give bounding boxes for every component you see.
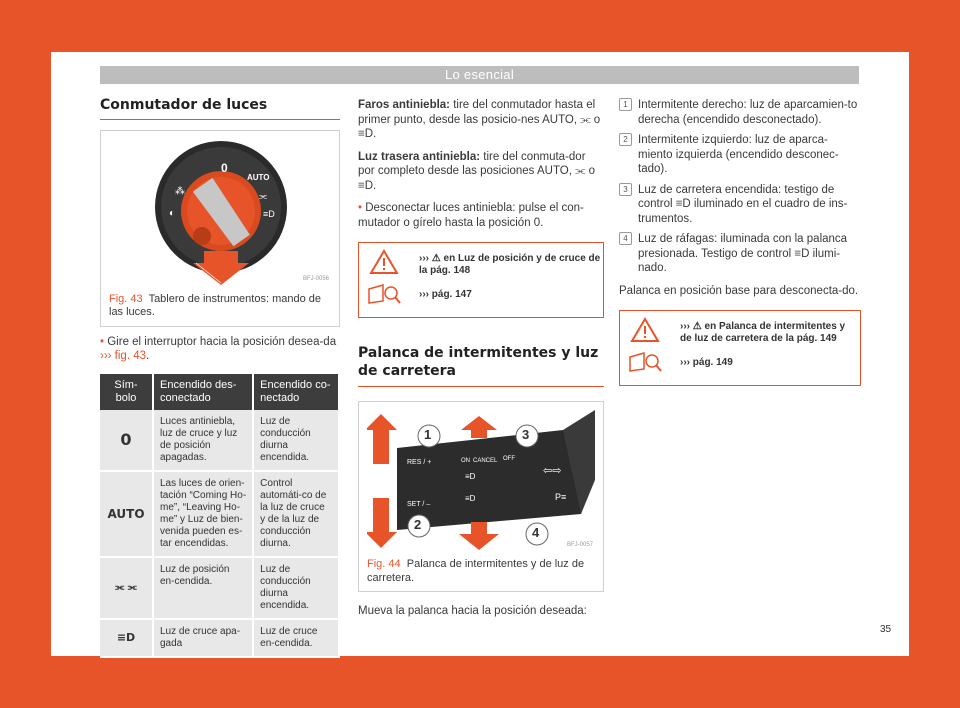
dial-label-auto: AUTO — [247, 172, 270, 182]
figure-caption-text: Palanca de intermitentes y de luz de carretera. — [367, 558, 585, 584]
list-number: 4 — [619, 232, 632, 245]
label-cancel: CANCEL — [473, 458, 498, 464]
warning-link-2[interactable]: ››› pág. 149 — [680, 357, 733, 368]
high-beam-icon: ≡D — [465, 472, 476, 481]
list-item — [619, 133, 861, 177]
list-number: 3 — [619, 183, 632, 196]
table-row — [100, 557, 339, 619]
warning-box — [619, 310, 861, 386]
callout-3: 3 — [522, 427, 530, 442]
table-cell-symbol: ⫘ ⫘ — [100, 557, 153, 619]
callout-2: 2 — [414, 517, 422, 532]
table-cell-symbol: AUTO — [100, 471, 153, 557]
turn-signal-illustration — [367, 410, 595, 552]
dial-label-zero: 0 — [221, 160, 228, 175]
fog-front-label: Faros antiniebla: — [358, 99, 451, 111]
fog-rear-icon: ◐ — [169, 207, 176, 219]
page-header: Lo esencial — [100, 66, 859, 84]
fog-rear-text: tire del conmuta-dor por completo desde las posiciones AUTO, ⫘ o ≡D. — [358, 150, 596, 192]
table-header-symbol: Sím-bolo — [100, 374, 153, 410]
table-header-row — [100, 374, 339, 410]
turn-arrows-icon: ⇦⇨ — [543, 465, 562, 477]
table-header-on: Encendido co-nectado — [253, 374, 339, 410]
table-cell-symbol: 0 — [100, 410, 153, 471]
instruction-text: • Gire el interruptor hacia la posición desea-da ››› fig. 43. — [100, 335, 340, 364]
warning-triangle-icon — [630, 317, 660, 343]
middle-column — [358, 98, 604, 627]
figure-43 — [100, 130, 340, 327]
table-cell-on: Luz de cruce en-cendida. — [253, 619, 339, 657]
table-cell-off: Las luces de orien-tación “Coming Ho-me”, “Leaving Ho-me” y Luz de bien-venida pueden es-tar encendidas. — [153, 471, 253, 557]
warning-link-2[interactable]: ››› pág. 147 — [419, 289, 472, 300]
fog-front-paragraph — [358, 98, 604, 142]
table-cell-on: Luz de conducción diurna encendida. — [253, 410, 339, 471]
book-reference-icon — [628, 351, 662, 373]
low-beam-icon: ≡D — [263, 208, 275, 219]
figure-caption-text: Tablero de instrumentos: mando de las luces. — [109, 292, 321, 318]
label-res: RES / + — [407, 459, 432, 466]
label-off: OFF — [503, 456, 515, 462]
right-column — [619, 98, 861, 386]
table-cell-on: Luz de conducción diurna encendida. — [253, 557, 339, 619]
instruction-body: Gire el interruptor hacia la posición desea-da — [107, 335, 337, 348]
figure-44 — [358, 401, 604, 592]
disconnect-paragraph — [358, 201, 604, 230]
figure-label: Fig. 43 — [109, 292, 143, 305]
figure-caption — [367, 558, 595, 585]
table-header-off: Encendido des-conectado — [153, 374, 253, 410]
table-cell-off: Luz de cruce apa-gada — [153, 619, 253, 657]
table-cell-off: Luz de posición en-cendida. — [153, 557, 253, 619]
light-switch-table — [100, 374, 340, 658]
figure-code: BFJ-0056 — [302, 276, 329, 282]
label-on: ON — [461, 458, 470, 464]
figure-caption — [109, 293, 331, 320]
table-row — [100, 410, 339, 471]
table-cell-on: Control automáti-co de la luz de cruce y de la luz de conducción diurna. — [253, 471, 339, 557]
warning-box — [358, 242, 604, 318]
table-row — [100, 471, 339, 557]
warning-triangle-icon — [369, 249, 399, 275]
parking-light-icon: P≡ — [555, 492, 567, 502]
low-beam-icon: ≡D — [465, 494, 476, 503]
list-item — [619, 183, 861, 227]
list-number: 2 — [619, 133, 632, 146]
list-text: Luz de ráfagas: iluminada con la palanca presionada. Testigo de control ≡D ilumi-nado. — [638, 233, 848, 274]
fog-front-text: tire del conmutador hasta el primer punto, desde las posicio-nes AUTO, ⫘ o ≡D. — [358, 99, 601, 140]
callout-4: 4 — [532, 525, 540, 540]
warning-link-1[interactable]: ››› ⚠ en Palanca de intermitentes y de luz de carretera de la pág. 149 — [680, 321, 846, 344]
page-number: 35 — [880, 624, 892, 635]
list-text: Intermitente derecho: luz de aparcamien-to derecha (encendido desconectado). — [638, 99, 858, 126]
disconnect-text: Desconectar luces antiniebla: pulse el con-mutador o gírelo hasta la posición 0. — [358, 202, 584, 229]
book-reference-icon — [367, 283, 401, 305]
label-set: SET / – — [407, 501, 431, 508]
list-item — [619, 232, 861, 276]
left-column — [100, 98, 340, 658]
fog-rear-label: Luz trasera antiniebla: — [358, 150, 481, 163]
fog-front-icon: ⁂ — [175, 185, 185, 197]
table-row — [100, 619, 339, 657]
list-number: 1 — [619, 98, 632, 111]
section-title-turn-signal: Palanca de intermitentes y luz de carretera — [358, 344, 604, 387]
lever-instruction: Mueva la palanca hacia la posición deseada: — [358, 605, 587, 617]
section-title-light-switch: Conmutador de luces — [100, 98, 340, 120]
position-light-icon: ⫘ — [259, 190, 268, 201]
light-switch-image — [109, 139, 331, 287]
list-text: Intermitente izquierdo: luz de aparca-miento izquierda (encendido desconec-tado). — [638, 134, 839, 175]
turn-signal-image — [367, 410, 595, 552]
table-cell-off: Luces antiniebla, luz de cruce y luz de posición apagadas. — [153, 410, 253, 471]
table-cell-symbol: ≡D — [100, 619, 153, 657]
figure-code: BFJ-0057 — [566, 541, 593, 548]
callout-1: 1 — [424, 427, 432, 442]
figure-label: Fig. 44 — [367, 558, 401, 570]
list-item — [619, 98, 861, 127]
fog-rear-paragraph — [358, 150, 604, 194]
warning-link-1[interactable]: ››› ⚠ en Luz de posición y de cruce de la pág. 148 — [419, 253, 601, 276]
figure-reference-link[interactable]: ››› fig. 43 — [100, 350, 147, 362]
list-text: Luz de carretera encendida: testigo de control ≡D iluminado en el cuadro de ins-trumentos. — [638, 183, 848, 225]
base-position-text: Palanca en posición base para desconecta-do. — [619, 284, 859, 297]
